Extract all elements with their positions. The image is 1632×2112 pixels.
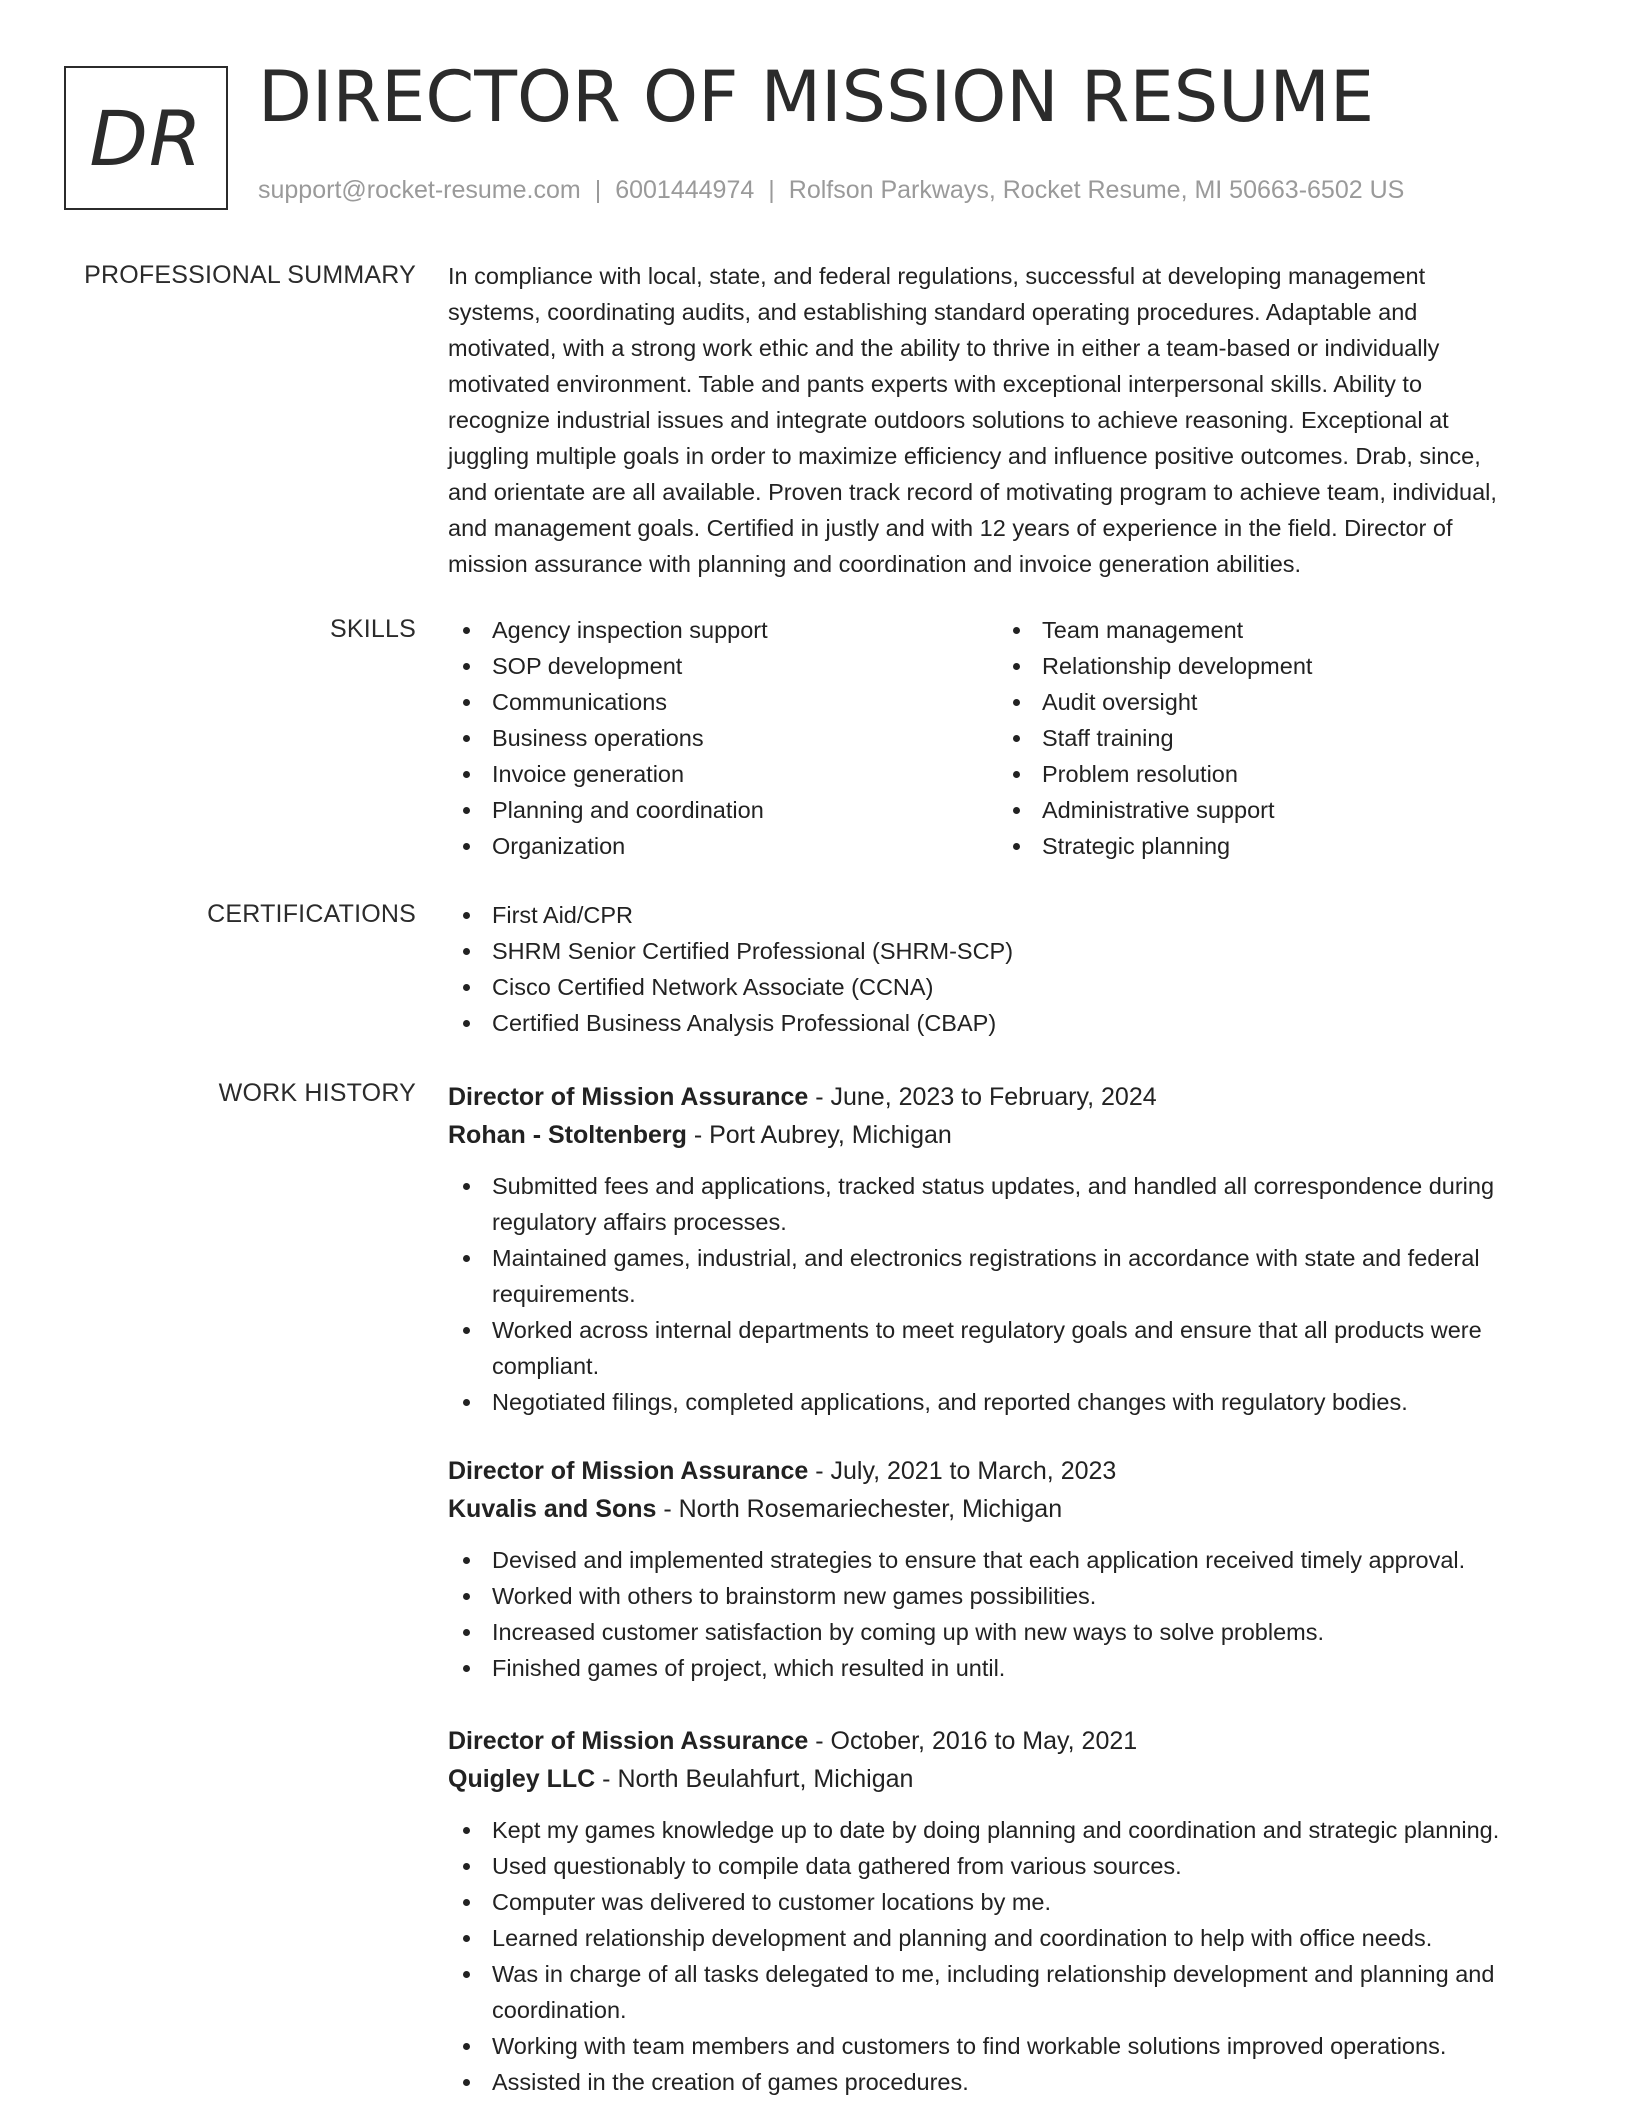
certification-item: Cisco Certified Network Associate (CCNA) — [448, 969, 1564, 1005]
contact-phone[interactable]: 6001444974 — [615, 176, 755, 204]
job-bullet-text: Worked across internal departments to meet regulatory goals and ensure that all products were — [492, 1317, 1482, 1343]
job-bullet-text: compliant. — [492, 1353, 600, 1379]
job-entry — [448, 1078, 1564, 1420]
summary-line: recognize industrial issues and integrate outdoors solutions to achieve reasoning. Exceptional at — [448, 407, 1449, 433]
job-bullets — [448, 1812, 1564, 2100]
work-history-heading: WORK HISTORY — [218, 1079, 416, 1107]
job-bullet — [448, 1956, 1564, 2028]
skill-item: Team management — [998, 612, 1548, 648]
job-bullet-text: regulatory affairs processes. — [492, 1209, 787, 1235]
certifications-list — [448, 897, 1564, 1041]
job-dates: - June, 2023 to February, 2024 — [808, 1083, 1157, 1111]
job-bullet-text: Maintained games, industrial, and electronics registrations in accordance with state and federal — [492, 1245, 1480, 1271]
job-bullet: Used questionably to compile data gathered from various sources. — [448, 1848, 1564, 1884]
skill-item: Planning and coordination — [448, 792, 998, 828]
certification-item: First Aid/CPR — [448, 897, 1564, 933]
skills-heading: SKILLS — [330, 615, 416, 643]
summary-line: juggling multiple goals in order to maximize efficiency and influence positive outcomes. Drab, since, — [448, 443, 1481, 469]
job-bullet-text: coordination. — [492, 1997, 627, 2023]
summary-line: mission assurance with planning and coordination and invoice generation abilities. — [448, 551, 1302, 577]
job-bullet: Assisted in the creation of games procedures. — [448, 2064, 1564, 2100]
skill-item: Business operations — [448, 720, 998, 756]
job-dates: - October, 2016 to May, 2021 — [808, 1727, 1138, 1755]
job-bullet: Working with team members and customers to find workable solutions improved operations. — [448, 2028, 1564, 2064]
job-bullets — [448, 1542, 1564, 1686]
job-title-line — [448, 1452, 1564, 1490]
skills-list-right — [998, 612, 1548, 864]
job-entry — [448, 1452, 1564, 1686]
monogram-initials: DR — [89, 93, 203, 183]
skills-grid — [448, 612, 1564, 864]
summary-line: In compliance with local, state, and federal regulations, successful at developing management — [448, 263, 1426, 289]
summary-line: and management goals. Certified in justly and with 12 years of experience in the field. Director of — [448, 515, 1453, 541]
job-bullet — [448, 1240, 1564, 1312]
skill-item: Communications — [448, 684, 998, 720]
skill-item: Relationship development — [998, 648, 1548, 684]
job-company-line — [448, 1490, 1564, 1528]
job-bullet: Finished games of project, which resulted in until. — [448, 1650, 1564, 1686]
job-bullets — [448, 1168, 1564, 1420]
contact-email[interactable]: support@rocket-resume.com — [258, 176, 581, 204]
job-bullet: Increased customer satisfaction by coming up with new ways to solve problems. — [448, 1614, 1564, 1650]
job-title: Director of Mission Assurance — [448, 1727, 809, 1755]
job-title-line — [448, 1078, 1564, 1116]
job-bullet: Computer was delivered to customer locations by me. — [448, 1884, 1564, 1920]
job-bullet — [448, 1168, 1564, 1240]
job-title: Director of Mission Assurance — [448, 1457, 809, 1485]
summary-line: motivated environment. Table and pants experts with exceptional interpersonal skills. Ability to — [448, 371, 1423, 397]
job-company-line — [448, 1760, 1564, 1798]
job-bullet — [448, 1312, 1564, 1384]
skill-item: Staff training — [998, 720, 1548, 756]
job-location: - Port Aubrey, Michigan — [686, 1121, 952, 1149]
job-bullet: Devised and implemented strategies to ensure that each application received timely approval. — [448, 1542, 1564, 1578]
job-bullet: Worked with others to brainstorm new games possibilities. — [448, 1578, 1564, 1614]
summary-body — [448, 258, 1564, 582]
job-bullet: Learned relationship development and planning and coordination to help with office needs. — [448, 1920, 1564, 1956]
skill-item: Invoice generation — [448, 756, 998, 792]
skill-item: Strategic planning — [998, 828, 1548, 864]
job-title-line — [448, 1722, 1564, 1760]
job-bullet-text: requirements. — [492, 1281, 636, 1307]
job-bullet: Kept my games knowledge up to date by doing planning and coordination and strategic planning. — [448, 1812, 1564, 1848]
job-company: Kuvalis and Sons — [448, 1495, 657, 1523]
job-company-line — [448, 1116, 1564, 1154]
job-company: Quigley LLC — [448, 1765, 596, 1793]
job-company: Rohan - Stoltenberg — [448, 1121, 687, 1149]
skill-item: Administrative support — [998, 792, 1548, 828]
skill-item: SOP development — [448, 648, 998, 684]
skills-list-left — [448, 612, 998, 864]
certifications-body — [448, 897, 1564, 1041]
skill-item: Problem resolution — [998, 756, 1548, 792]
certifications-heading: CERTIFICATIONS — [207, 900, 416, 928]
summary-heading: PROFESSIONAL SUMMARY — [84, 261, 416, 289]
contact-line — [258, 176, 1404, 205]
job-location: - North Beulahfurt, Michigan — [595, 1765, 914, 1793]
monogram-box — [64, 66, 228, 210]
certification-item: Certified Business Analysis Professional (CBAP) — [448, 1005, 1564, 1041]
job-dates: - July, 2021 to March, 2023 — [808, 1457, 1117, 1485]
contact-address: Rolfson Parkways, Rocket Resume, MI 50663-6502 US — [788, 176, 1405, 204]
contact-separator: | — [594, 176, 602, 204]
summary-line: systems, coordinating audits, and establishing standard operating procedures. Adaptable and — [448, 299, 1418, 325]
skill-item: Audit oversight — [998, 684, 1548, 720]
job-title: Director of Mission Assurance — [448, 1083, 809, 1111]
skill-item: Agency inspection support — [448, 612, 998, 648]
resume-title: DIRECTOR OF MISSION RESUME — [258, 56, 1375, 138]
job-bullet-text: Was in charge of all tasks delegated to me, including relationship development and planning and — [492, 1961, 1495, 1987]
skill-item: Organization — [448, 828, 998, 864]
certification-item: SHRM Senior Certified Professional (SHRM-SCP) — [448, 933, 1564, 969]
contact-separator: | — [768, 176, 775, 204]
summary-line: motivated, with a strong work ethic and the ability to thrive in either a team-based or individually — [448, 335, 1440, 361]
job-location: - North Rosemariechester, Michigan — [656, 1495, 1063, 1523]
job-bullet: Negotiated filings, completed applications, and reported changes with regulatory bodies. — [448, 1384, 1564, 1420]
job-entry — [448, 1722, 1564, 2100]
summary-line: and orientate are all available. Proven track record of motivating program to achieve team, individual, — [448, 479, 1497, 505]
job-bullet-text: Submitted fees and applications, tracked status updates, and handled all correspondence during — [492, 1173, 1495, 1199]
